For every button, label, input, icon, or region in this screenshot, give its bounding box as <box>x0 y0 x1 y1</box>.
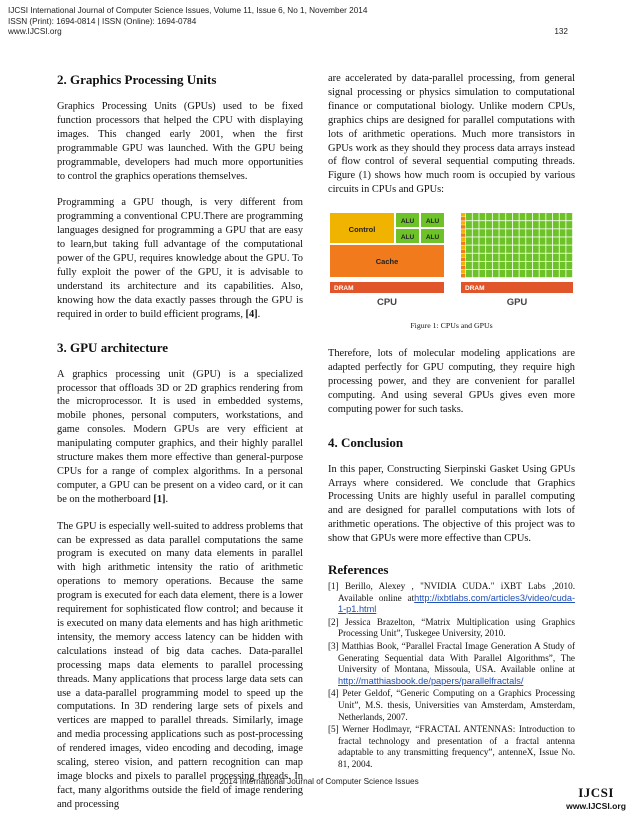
gpu-cache-cell <box>461 266 465 269</box>
gpu-alu-cell <box>520 221 526 228</box>
section-3-paragraph-1-text: A graphics processing unit (GPU) is a specialized processor that offloads 3D or 2D graphics rendering from the microprocessor. It is used in embedded systems, mobile phones, personal computers, workstations, and game consoles. Modern GPUs are very efficient at manipulating computer graphics, and their highly parallel structure makes them more effective than general-purpose CPUs for a range of complex algorithms. In a personal computer, a GPU can be present on a video card, or it can be on the motherboard <box>57 368 303 505</box>
gpu-alu-cell <box>473 221 479 228</box>
gpu-alu-cell <box>526 238 532 245</box>
gpu-alu-cell <box>540 270 546 277</box>
cpu-alu-label-2: ALU <box>425 218 440 226</box>
gpu-alu-cell <box>513 238 519 245</box>
cpu-alu-label-3: ALU <box>400 234 415 242</box>
section-2-title: 2. Graphics Processing Units <box>57 72 217 87</box>
gpu-alu-cell <box>473 254 479 261</box>
gpu-alu-cell <box>533 270 539 277</box>
reference-2: [2] Jessica Brazelton, “Matrix Multiplication using Graphics Processing Unit”, Tuskegee University, 2010. <box>328 616 575 639</box>
reference-3-link[interactable]: http://matthiasbook.de/papers/parallelfractals/ <box>338 675 524 686</box>
gpu-alu-cell <box>506 213 512 220</box>
gpu-alu-cell <box>466 238 472 245</box>
gpu-cache-cell <box>461 217 465 220</box>
gpu-alu-cell <box>546 213 552 220</box>
section-4-title: 4. Conclusion <box>328 434 404 450</box>
gpu-alu-cell <box>479 213 485 220</box>
gpu-alu-cell <box>520 254 526 261</box>
gpu-alu-cell <box>553 238 559 245</box>
gpu-alu-cell <box>473 238 479 245</box>
gpu-alu-cell <box>520 213 526 220</box>
gpu-alu-cell <box>473 229 479 236</box>
gpu-alu-cell <box>499 262 505 269</box>
gpu-alu-cell <box>466 213 472 220</box>
gpu-alu-cell <box>493 238 499 245</box>
cpu-gpu-figure <box>328 209 575 309</box>
gpu-alu-cell <box>566 270 572 277</box>
gpu-alu-cell <box>533 229 539 236</box>
gpu-alu-cell <box>486 221 492 228</box>
gpu-alu-cell <box>493 254 499 261</box>
reference-1 <box>328 581 575 616</box>
gpu-alu-cell <box>486 262 492 269</box>
cpu-gpu-diagram <box>328 209 575 309</box>
journal-title: IJCSI International Journal of Computer Science Issues, Volume 11, Issue 6, No 1, November 2014 <box>8 6 368 15</box>
cpu-caption-label: CPU <box>376 297 398 309</box>
gpu-alu-cell <box>560 254 566 261</box>
gpu-alu-cell <box>466 221 472 228</box>
gpu-alu-cell <box>533 238 539 245</box>
gpu-alu-cell <box>540 262 546 269</box>
gpu-alu-cell <box>560 221 566 228</box>
gpu-control-cell <box>461 262 465 266</box>
gpu-alu-cell <box>513 254 519 261</box>
gpu-alu-cell <box>560 246 566 253</box>
page-number: 132 <box>554 27 568 36</box>
gpu-alu-cell <box>553 270 559 277</box>
gpu-control-cell <box>461 229 465 233</box>
gpu-control-cell <box>461 238 465 242</box>
gpu-alu-cell <box>546 229 552 236</box>
gpu-alu-cell <box>526 213 532 220</box>
gpu-alu-cell <box>566 229 572 236</box>
ijcsi-logo-mark: IJCSI <box>578 785 614 800</box>
reference-1-link[interactable]: http://ixbtlabs.com/articles3/video/cuda-1-p1.html <box>338 592 575 615</box>
section-3-paragraph-2: The GPU is especially well-suited to address problems that can be expressed as data parallel computations the same program is executed on many data elements in parallel with high arithmetic intensity the ratio of arithmetic operations to memory operations. Because the same program is executed for each data element, there is a lower requirement for sophisticated flow control; and because it is executed on many data elements and has high arithmetic intensity, the memory access latency can be hidden with calculations instead of big data caches. Data-parallel processing maps data elements to parallel processing threads. Many applications that process large data sets can use a data-parallel programming model to speed up the computations. In 3D rendering large sets of pixels and vertices are mapped to parallel threads. Similarly, image and media processing applications such as post-processing of rendered images, video encoding and decoding, image scaling, stereo vision, and pattern recognition can map image blocks and pixels to parallel processing threads. In fact, many algorithms outside the field of image rendering and processing <box>57 520 303 810</box>
gpu-alu-cell <box>493 270 499 277</box>
right-column <box>328 72 575 772</box>
gpu-alu-cell <box>506 221 512 228</box>
section-3-title: 3. GPU architecture <box>57 339 169 355</box>
reference-5: [5] Werner Hodlmayr, “FRACTAL ANTENNAS: Introduction to fractal technology and presentation of a fractal antenna adaptable to any transmitting frequency”, antenneX, Issue No. 81, 2004. <box>328 724 575 769</box>
gpu-alu-cell <box>479 229 485 236</box>
gpu-alu-cell <box>553 229 559 236</box>
gpu-alu-cell <box>533 254 539 261</box>
journal-header <box>8 6 367 38</box>
gpu-alu-cell <box>513 221 519 228</box>
gpu-alu-cell <box>466 254 472 261</box>
gpu-alu-cell <box>513 229 519 236</box>
section-2-paragraph-2-text: Programming a GPU though, is very different from programming a conventional CPU.There are programming languages designed for programming a GPU that are easy to learn,but taking full advantage of the computational power of the GPU, requires knowledge about the GPU. To fully exploit the power of the GPU, it is advisable to understand its architecture and its capabilities. Also, knowing how the data exactly passes through the GPU is required in order to build efficient programs, <box>57 197 303 320</box>
gpu-control-cell <box>461 213 465 217</box>
citation-4: [4] <box>245 308 258 320</box>
gpu-alu-cell <box>566 221 572 228</box>
gpu-alu-cell <box>479 221 485 228</box>
gpu-alu-cell <box>526 270 532 277</box>
gpu-alu-cell <box>513 213 519 220</box>
gpu-alu-cell <box>499 229 505 236</box>
gpu-alu-cell <box>506 254 512 261</box>
gpu-alu-cell <box>493 262 499 269</box>
gpu-control-cell <box>461 254 465 258</box>
gpu-control-cell <box>461 221 465 225</box>
gpu-alu-cell <box>546 254 552 261</box>
gpu-alu-cell <box>526 229 532 236</box>
gpu-alu-cell <box>493 221 499 228</box>
gpu-alu-cell <box>499 270 505 277</box>
gpu-alu-cell <box>479 246 485 253</box>
gpu-alu-cell <box>526 254 532 261</box>
gpu-cache-cell <box>461 258 465 261</box>
gpu-alu-cell <box>486 238 492 245</box>
gpu-alu-cell <box>553 254 559 261</box>
ijcsi-logo <box>566 785 626 811</box>
gpu-alu-cell <box>520 229 526 236</box>
gpu-alu-cell <box>499 213 505 220</box>
gpu-alu-cell <box>466 246 472 253</box>
gpu-alu-cell <box>466 262 472 269</box>
cpu-control-label: Control <box>348 225 376 235</box>
gpu-alu-cell <box>533 221 539 228</box>
cpu-alu-label-4: ALU <box>425 234 440 242</box>
gpu-alu-cell <box>479 270 485 277</box>
gpu-alu-cell <box>566 254 572 261</box>
section-2-paragraph-1: Graphics Processing Units (GPUs) used to be fixed function processors that helped the CPU with displaying images. This changed early 2001, when the first programmable GPU was launched. With the GPU being programmable, developers had much more opportunities to control the graphics operations themselves. <box>57 101 303 182</box>
gpu-alu-cell <box>560 270 566 277</box>
gpu-alu-cell <box>520 246 526 253</box>
issn-line: ISSN (Print): 1694-0814 | ISSN (Online): 1694-0784 <box>8 16 197 26</box>
gpu-alu-cell <box>520 262 526 269</box>
continued-paragraph: are accelerated by data-parallel processing, from general signal processing or physics simulation to computational finance or computational biology. Unlike modern CPUs, graphics chips are designed for parallel computations with lots of arithmetic operations. Much more transistors in GPUs work as they should they process data arrays instead of flow control of several sequential computing threads. Figure (1) shows how much room is occupied by various circuits in CPUs and GPUs: <box>328 73 575 196</box>
gpu-alu-cell <box>540 229 546 236</box>
figure-caption: Figure 1: CPUs and GPUs <box>410 321 493 331</box>
gpu-alu-cell <box>486 254 492 261</box>
gpu-alu-cell <box>506 229 512 236</box>
gpu-control-cell <box>461 246 465 250</box>
gpu-alu-cell <box>533 213 539 220</box>
gpu-alu-cell <box>553 221 559 228</box>
section-3-paragraph-1: A graphics processing unit (GPU) is a specialized processor that offloads 3D or 2D graphics rendering from the microprocessor. It is used in embedded systems, mobile phones, personal computers, workstations, and game consoles. Modern GPUs are very efficient at manipulating computer graphics, and their highly parallel structure makes them more effective than general-purpose CPUs for a range of complex algorithms. In a personal computer, a GPU can be present on a video card, or it can be on the motherboard [1]. <box>57 368 303 505</box>
cpu-dram-label: DRAM <box>334 285 354 293</box>
gpu-alu-cell <box>486 246 492 253</box>
gpu-alu-cell <box>566 238 572 245</box>
citation-1: [1] <box>153 493 166 505</box>
gpu-alu-cell <box>540 221 546 228</box>
gpu-alu-cell <box>520 238 526 245</box>
gpu-alu-cell <box>546 262 552 269</box>
journal-website: www.IJCSI.org <box>8 27 62 36</box>
gpu-alu-cell <box>499 238 505 245</box>
gpu-alu-cell <box>540 254 546 261</box>
gpu-alu-cell <box>513 246 519 253</box>
left-column <box>57 72 303 825</box>
section-4-paragraph: In this paper, Constructing Sierpinski Gasket Using GPUs Arrays where considered. We conclude that Graphics Processing Units are highly useful in parallel computing and are designed for parallel computations with lots of arithmetic operations. The objective of this project was to show that GPUs were more effective than CPUs. <box>328 463 575 545</box>
gpu-alu-cell <box>546 246 552 253</box>
gpu-alu-cell <box>566 262 572 269</box>
gpu-alu-cell <box>546 238 552 245</box>
gpu-alu-cell <box>540 238 546 245</box>
page-footer: 2014 International Journal of Computer Science Issues <box>219 777 419 786</box>
gpu-alu-cell <box>499 254 505 261</box>
gpu-cache-cell <box>461 233 465 236</box>
gpu-alu-cell <box>533 262 539 269</box>
gpu-alu-cell <box>526 221 532 228</box>
gpu-alu-cell <box>553 262 559 269</box>
gpu-alu-cell <box>513 270 519 277</box>
gpu-alu-cell <box>473 270 479 277</box>
gpu-alu-cell <box>513 262 519 269</box>
gpu-alu-cell <box>546 270 552 277</box>
gpu-control-cell <box>461 270 465 274</box>
reference-4: [4] Peter Geldof, “Generic Computing on a Graphics Processing Unit”, M.S. thesis, Universities van Amsterdam, Amsterdam, Netherlands, 2007. <box>328 688 575 722</box>
gpu-alu-cell <box>479 262 485 269</box>
reference-3-text: [3] Matthias Book, “Parallel Fractal Image Generation A Study of Generating Sequential data With Parallel Algorithms”, The University of Montana, Missoula, USA. Available online at <box>328 641 575 675</box>
gpu-alu-cell <box>553 246 559 253</box>
gpu-alu-cell <box>540 246 546 253</box>
gpu-dram-label: DRAM <box>465 285 485 293</box>
gpu-alu-cell <box>520 270 526 277</box>
section-2-paragraph-2: Programming a GPU though, is very different from programming a conventional CPU.There are programming languages designed for programming a GPU that are easy to learn,but taking full advantage of the computational power of the GPU, requires knowledge about the GPU. To fully exploit the power of the GPU, it is advisable to understand its architecture and its capabilities. Also, knowing how the data exactly passes through the GPU is required in order to build efficient programs, [4]. <box>57 197 303 320</box>
gpu-alu-cell <box>486 229 492 236</box>
gpu-alu-cell <box>506 246 512 253</box>
gpu-alu-cell <box>493 213 499 220</box>
gpu-alu-cell <box>560 229 566 236</box>
gpu-alu-cell <box>560 262 566 269</box>
gpu-alu-cell <box>546 221 552 228</box>
gpu-cache-cell <box>461 250 465 253</box>
references-list <box>328 581 575 771</box>
gpu-alu-cell <box>486 213 492 220</box>
gpu-alu-cell <box>566 246 572 253</box>
gpu-alu-cell <box>506 270 512 277</box>
cpu-cache-label: Cache <box>375 257 399 267</box>
cpu-alu-label-1: ALU <box>400 218 415 226</box>
gpu-cache-cell <box>461 225 465 228</box>
gpu-alu-cell <box>506 262 512 269</box>
gpu-alu-cell <box>533 246 539 253</box>
gpu-alu-cell <box>553 213 559 220</box>
gpu-alu-cell <box>493 246 499 253</box>
after-figure-paragraph: Therefore, lots of molecular modeling applications are adapted perfectly for GPU computing, they require high processing power, and they are convenient for parallel computing. And using several GPUs gives even more computing power for such tasks. <box>328 348 575 415</box>
references-title: References <box>328 562 389 578</box>
gpu-alu-cell <box>499 246 505 253</box>
gpu-alu-cell <box>506 238 512 245</box>
gpu-alu-cell <box>479 254 485 261</box>
gpu-caption-label: GPU <box>506 297 528 309</box>
gpu-alu-cell <box>540 213 546 220</box>
gpu-alu-cell <box>486 270 492 277</box>
gpu-alu-cell <box>466 229 472 236</box>
gpu-alu-cell <box>473 262 479 269</box>
gpu-alu-cell <box>560 213 566 220</box>
gpu-alu-cell <box>526 246 532 253</box>
gpu-alu-cell <box>473 246 479 253</box>
ijcsi-logo-site: www.IJCSI.org <box>566 801 626 811</box>
gpu-alu-cell <box>493 229 499 236</box>
reference-3 <box>328 641 575 687</box>
gpu-core-grid <box>461 213 572 277</box>
gpu-alu-cell <box>466 270 472 277</box>
reference-1-text: [1] Berillo, Alexey , "NVIDIA CUDA." iXBT Labs ,2010. Available online at <box>328 581 575 603</box>
gpu-alu-cell <box>479 238 485 245</box>
gpu-cache-cell <box>461 242 465 245</box>
gpu-alu-cell <box>566 213 572 220</box>
gpu-cache-cell <box>461 274 465 277</box>
gpu-alu-cell <box>526 262 532 269</box>
gpu-alu-cell <box>560 238 566 245</box>
gpu-alu-cell <box>499 221 505 228</box>
gpu-alu-cell <box>473 213 479 220</box>
